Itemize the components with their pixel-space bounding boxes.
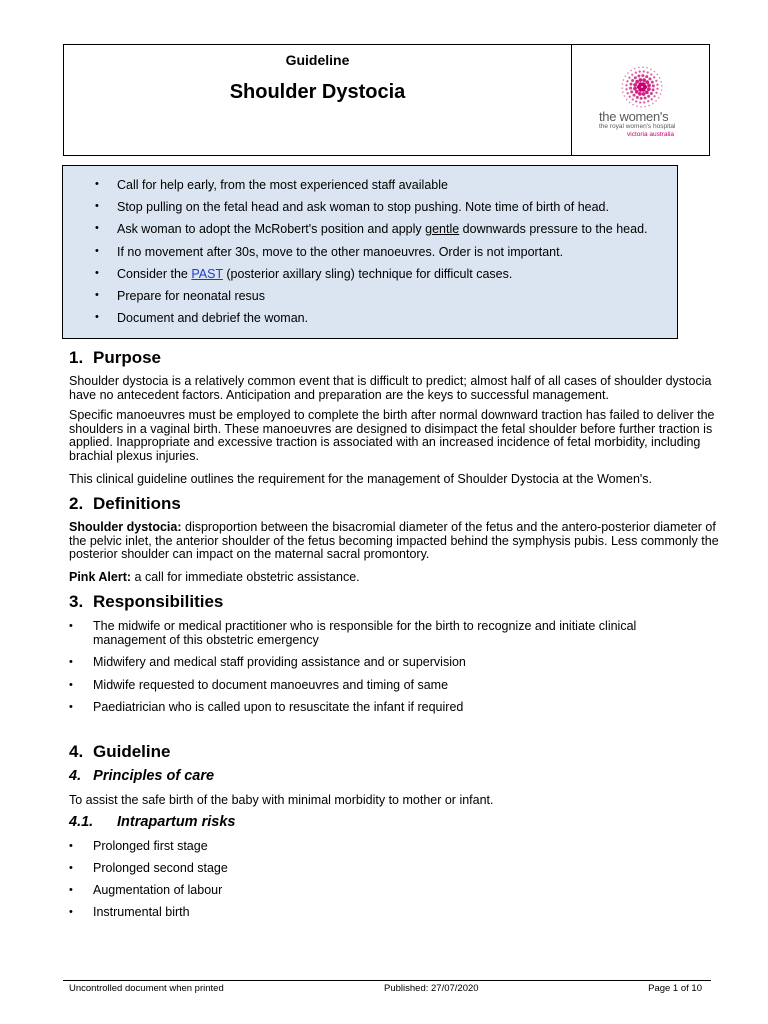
logo-dot — [631, 79, 634, 82]
section-title: Purpose — [93, 348, 162, 367]
document-type: Guideline — [285, 52, 350, 68]
logo-dot — [630, 90, 633, 93]
logo-dot — [656, 88, 658, 90]
logo-dot — [639, 70, 641, 72]
logo-dot — [634, 76, 637, 79]
document-title: Shoulder Dystocia — [229, 81, 406, 103]
logo-location: victoria australia — [627, 130, 674, 138]
logo-dot — [644, 96, 647, 99]
logo-dot — [621, 87, 623, 89]
logo-dot — [629, 87, 632, 90]
logo-dot — [651, 98, 653, 100]
risk-item: • Instrumental birth — [93, 906, 693, 920]
section-number: 2. — [69, 494, 84, 513]
logo-dot — [642, 66, 644, 68]
logo-dot — [643, 70, 645, 72]
logo-dot — [622, 83, 624, 85]
logo-dot — [633, 94, 636, 97]
logo-dot — [644, 106, 646, 108]
logo-dot — [659, 77, 661, 79]
responsibility-item: • Midwifery and medical staff providing assistance and or supervision — [93, 656, 693, 670]
summary-item: • If no movement after 30s, move to the other manoeuvres. Order is not important. — [117, 245, 563, 259]
logo-dot — [634, 68, 636, 70]
logo-dot — [625, 88, 627, 90]
principles-paragraph: To assist the safe birth of the baby with minimal morbidity to mother or infant. — [69, 793, 494, 807]
logo-dot — [661, 89, 663, 91]
logo-dot — [639, 101, 641, 103]
summary-text: (posterior axillary sling) technique for difficult cases. — [222, 267, 513, 281]
definition-term: Shoulder dystocia: — [69, 520, 182, 534]
logo-dot — [627, 72, 629, 74]
summary-item: • Prepare for neonatal resus — [117, 289, 265, 303]
logo-dot — [640, 106, 642, 108]
logo-dot — [635, 72, 637, 74]
logo-dot — [642, 78, 646, 82]
definition-text: a call for immediate obstetric assistance. — [131, 570, 360, 584]
logo-dot — [635, 90, 639, 94]
summary-text: Ask woman to adopt the McRobert's position and apply — [117, 222, 426, 236]
section-number: 4. — [69, 742, 84, 761]
logo-dot — [636, 105, 638, 107]
logo-dot — [653, 95, 655, 97]
logo-dot — [648, 105, 650, 107]
logo-dot — [631, 74, 633, 76]
risk-item: • Augmentation of labour — [93, 884, 693, 898]
summary-item: • Call for help early, from the most experienced staff available — [117, 178, 448, 192]
logo-dot — [622, 91, 624, 93]
responsibility-item: • Paediatrician who is called upon to resuscitate the infant if required — [93, 701, 693, 715]
logo-dot — [630, 70, 632, 72]
purpose-paragraph-1: Shoulder dystocia is a relatively common event that is difficult to predict; almost half of all cases of shoulder dystocia have no antecedent factors. Anticipation and preparation are the keys to successful management. — [69, 374, 712, 402]
underlined-word: gentle — [425, 222, 460, 236]
logo-dot — [638, 67, 640, 69]
footer-disclaimer: Uncontrolled document when printed — [69, 983, 224, 994]
purpose-paragraph-2: Specific manoeuvres must be employed to complete the birth after normal downward traction has failed to deliver the shoulders in a vaginal birth. These manoeuvres are designed to disimpact the fetal shoulder before further traction is applied. Inappropriate and excessive traction is associated with an increased incidence of fetal morbidity, including brachial plexus injuries. — [69, 408, 715, 463]
logo-dot — [640, 97, 643, 100]
logo-dot — [635, 80, 639, 84]
logo-dot — [645, 80, 649, 84]
logo-dot — [651, 81, 654, 84]
logo-dot — [660, 93, 662, 95]
hospital-logo-text — [599, 110, 675, 138]
footer-divider — [63, 980, 711, 981]
footer-published-date: Published: 27/07/2020 — [384, 983, 479, 994]
summary-text: Consider the — [117, 267, 192, 281]
logo-dot — [655, 100, 657, 102]
logo-dot — [645, 75, 648, 78]
subheading-principles: 4. Principles of care — [69, 768, 215, 784]
section-heading-guideline — [69, 742, 170, 762]
logo-dot — [636, 96, 639, 99]
logo-dot — [650, 92, 653, 95]
logo-dot — [639, 78, 643, 82]
logo-dot — [656, 84, 658, 86]
logo-dot — [643, 101, 645, 103]
logo-dot — [647, 95, 650, 98]
summary-item — [117, 267, 512, 281]
purpose-paragraph-3: This clinical guideline outlines the requirement for the management of Shoulder Dystocia at the Women's. — [69, 472, 653, 486]
logo-dot — [635, 100, 637, 102]
responsibility-item: • The midwife or medical practitioner who is responsible for the birth to recognize and initiate clinical management of this obstetric emergency — [93, 620, 693, 647]
logo-dot — [650, 73, 652, 75]
logo-dot — [632, 98, 634, 100]
header-title-cell — [64, 45, 572, 155]
logo-dot — [647, 87, 651, 91]
logo-dot — [633, 83, 637, 87]
logo-dot — [632, 104, 634, 106]
section-heading-definitions — [69, 494, 181, 514]
summary-item: • Document and debrief the woman. — [117, 311, 308, 325]
definition-text: disproportion between the bisacromial diameter of the fetus and the antero-posterior diameter of the pelvic inlet, the anterior shoulder of the fetus becoming impacted behind the symphysis pubis. Less commonly the posterior shoulder can impact on the maternal sacral promontory. — [69, 520, 719, 561]
logo-dot — [654, 71, 656, 73]
logo-dot — [627, 92, 629, 94]
logo-dot — [625, 75, 627, 77]
logo-dot — [657, 74, 659, 76]
definition-shoulder-dystocia — [69, 521, 719, 562]
logo-cell — [572, 45, 709, 155]
subheading-title: Intrapartum risks — [117, 814, 236, 830]
logo-dot — [623, 79, 625, 81]
logo-dot — [625, 84, 627, 86]
logo-dot — [658, 97, 660, 99]
logo-dot — [650, 69, 652, 71]
logo-dot — [653, 76, 655, 78]
section-number: 1. — [69, 348, 84, 367]
logo-dot — [647, 84, 651, 88]
logo-dot — [626, 99, 628, 101]
logo-dot — [628, 77, 630, 79]
footer-page-number: Page 1 of 10 — [648, 983, 702, 994]
risk-item: • Prolonged second stage — [93, 862, 693, 876]
section-title: Definitions — [93, 494, 181, 513]
subheading-number: 4.1. — [69, 814, 94, 830]
section-heading-responsibilities — [69, 592, 223, 612]
logo-dot — [629, 83, 632, 86]
logo-name: the women's — [599, 109, 669, 124]
logo-dot — [655, 80, 657, 82]
section-title: Guideline — [93, 742, 171, 761]
section-heading-purpose — [69, 348, 161, 368]
summary-text: downwards pressure to the head. — [459, 222, 648, 236]
logo-dot — [652, 103, 654, 105]
section-title: Responsibilities — [93, 592, 224, 611]
logo-dot — [661, 85, 663, 87]
logo-dot — [642, 92, 646, 96]
responsibility-item: • Midwife requested to document manoeuvres and timing of same — [93, 679, 693, 693]
summary-box — [62, 165, 678, 339]
logo-dot — [652, 84, 655, 87]
summary-item — [117, 222, 648, 236]
logo-dot — [641, 74, 644, 77]
logo-dot — [633, 87, 637, 91]
past-link[interactable]: PAST — [191, 267, 223, 281]
logo-dot — [641, 82, 645, 86]
logo-dot — [629, 96, 631, 98]
logo-dot — [660, 81, 662, 83]
logo-dot — [638, 92, 642, 96]
section-number: 3. — [69, 592, 84, 611]
logo-dot — [624, 95, 626, 97]
logo-dot — [648, 77, 651, 80]
risk-item: • Prolonged first stage — [93, 840, 693, 854]
subheading-intrapartum-risks — [69, 814, 235, 830]
logo-dot — [626, 80, 628, 82]
logo-dot — [645, 90, 649, 94]
logo-dot — [647, 71, 649, 73]
logo-dot — [646, 67, 648, 69]
summary-item: • Stop pulling on the fetal head and ask woman to stop pushing. Note time of birth of head. — [117, 200, 609, 214]
logo-subtitle: the royal women's hospital — [599, 123, 676, 130]
logo-dot — [652, 88, 655, 91]
definition-term: Pink Alert: — [69, 570, 132, 584]
definition-pink-alert — [69, 571, 719, 585]
logo-dot — [629, 102, 631, 104]
logo-dot — [637, 75, 640, 78]
logo-dot — [655, 92, 657, 94]
document-header — [63, 44, 710, 156]
logo-dot — [647, 100, 649, 102]
